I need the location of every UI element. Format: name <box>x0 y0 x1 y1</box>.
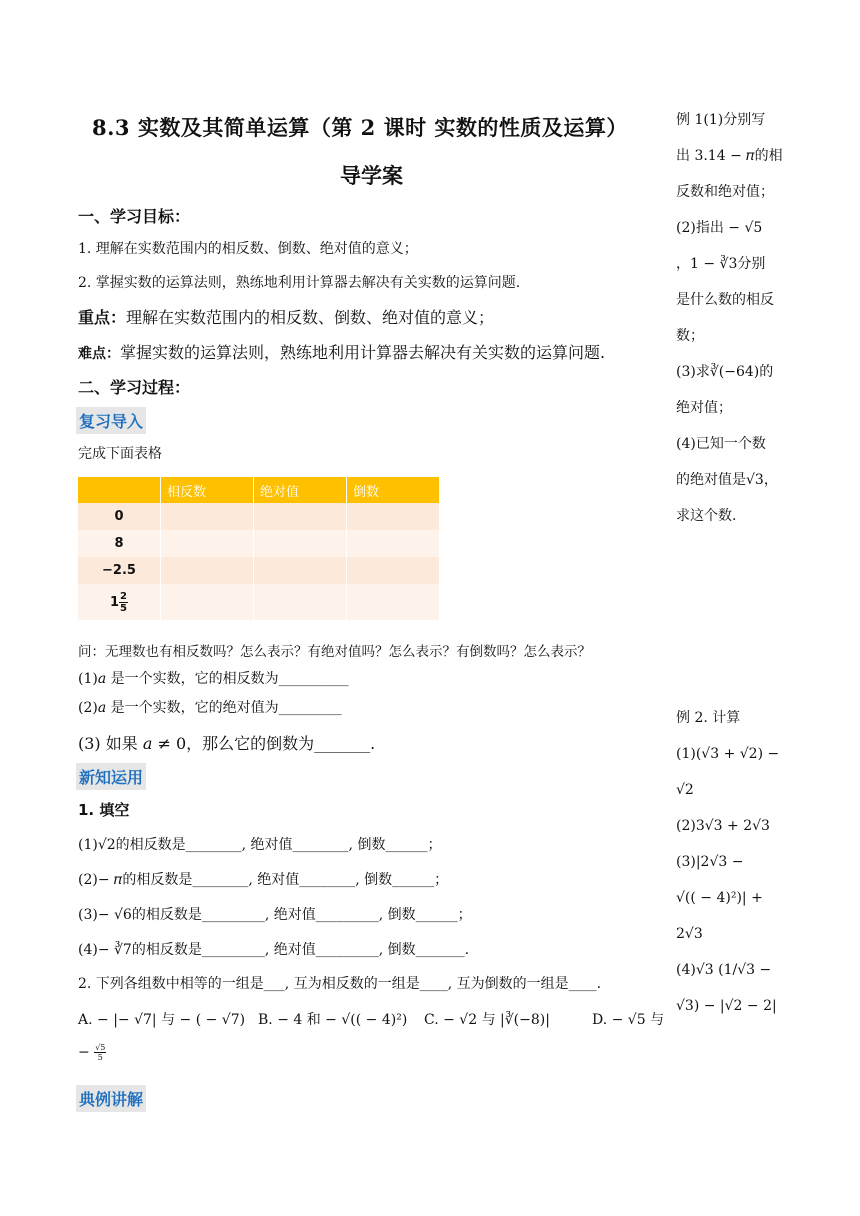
table-cell[interactable] <box>254 584 347 620</box>
goal-1: 1. 理解在实数范围内的相反数、倒数、绝对值的意义； <box>78 241 418 257</box>
sidebar-example-2 <box>676 700 796 1024</box>
table-row-label: 8 <box>78 530 161 557</box>
table-cell[interactable] <box>161 584 254 620</box>
sidebar-line: 绝对值； <box>676 400 732 416</box>
sidebar-line: 的绝对值是√3， <box>676 472 778 488</box>
table-row <box>78 557 439 584</box>
sidebar-line: 反数和绝对值； <box>676 184 774 200</box>
question-2-groups: 2. 下列各组数中相等的一组是___, 互为相反数的一组是____, 互为倒数的一组是____. <box>78 976 602 992</box>
option-d-numerator: √5 <box>95 1043 106 1052</box>
table-cell[interactable] <box>347 503 440 530</box>
sidebar-line: 出 3.14 − 𝜋的相 <box>676 148 783 164</box>
fill-item-1: (1)√2的相反数是________, 绝对值________, 倒数______； <box>78 837 442 853</box>
table-row-label: 0 <box>78 503 161 530</box>
title-line-1: 8.3 实数及其简单运算（第 2 课时 实数的性质及运算） <box>92 115 628 140</box>
key-point-label: 重点： <box>78 308 127 327</box>
table-row <box>78 530 439 557</box>
table-header-cell: 相反数 <box>161 477 254 503</box>
question-text: 问：无理数也有相反数吗？怎么表示？有绝对值吗？怎么表示？有倒数吗？怎么表示？ <box>78 644 591 660</box>
table-intro: 完成下面表格 <box>78 446 162 462</box>
option-d-denominator: 5 <box>97 1053 103 1062</box>
sidebar-line: (2)指出 − √5 <box>676 220 763 236</box>
option-c: C. − √2 与 |∛(−8)| <box>424 1012 550 1028</box>
table-cell[interactable] <box>161 530 254 557</box>
table-cell[interactable] <box>254 503 347 530</box>
tag-examples: 典例讲解 <box>76 1085 146 1112</box>
table-header-row <box>78 477 439 503</box>
sidebar-line: ，1 − ∛3分别 <box>676 256 766 272</box>
fill-item-3: (3)− √6的相反数是_________, 绝对值_________, 倒数______； <box>78 907 472 923</box>
option-d-sign: − <box>78 1044 90 1061</box>
difficulty-point <box>78 340 605 363</box>
fill-item-2: (2)− 𝜋的相反数是________, 绝对值________, 倒数______； <box>78 872 449 888</box>
table-header-cell: 绝对值 <box>254 477 347 503</box>
mixed-whole: 1 <box>109 594 120 610</box>
table-row-label-mixed <box>78 584 161 620</box>
table-cell[interactable] <box>347 557 440 584</box>
key-point-text: 理解在实数范围内的相反数、倒数、绝对值的意义； <box>126 308 495 327</box>
question-2: (2)𝑎 是一个实数，它的绝对值为_________ <box>78 700 342 716</box>
table-cell[interactable] <box>161 557 254 584</box>
mixed-denominator: 5 <box>120 602 127 614</box>
fill-item-4: (4)− ∛7的相反数是_________, 绝对值_________, 倒数_______. <box>78 942 470 958</box>
fill-heading: 1. 填空 <box>78 801 130 819</box>
sidebar-line: 数； <box>676 328 704 344</box>
question-3: (3) 如果 𝑎 ≠ 0，那么它的倒数为_______. <box>78 734 376 753</box>
sidebar-line: (3)|2√3 − <box>676 854 744 870</box>
sidebar-line: (3)求∛(−64)的 <box>676 364 774 380</box>
title-line-2: 导学案 <box>340 163 403 188</box>
option-d-continued <box>78 1043 106 1062</box>
option-d-fraction <box>94 1043 106 1062</box>
review-table <box>78 477 439 620</box>
option-b: B. − 4 和 − √(( − 4)²) <box>258 1012 408 1028</box>
sidebar-line: (1)(√3 + √2) − <box>676 746 780 762</box>
sidebar-line: √2 <box>676 782 694 798</box>
goal-2: 2. 掌握实数的运算法则，熟练地利用计算器去解决有关实数的运算问题. <box>78 275 521 291</box>
mixed-fraction <box>119 591 128 614</box>
tag-review: 复习导入 <box>76 407 146 434</box>
difficulty-text: 掌握实数的运算法则，熟练地利用计算器去解决有关实数的运算问题. <box>120 343 606 362</box>
sidebar-example-1 <box>676 102 796 534</box>
sidebar-line: 例 2. 计算 <box>676 710 741 726</box>
table-cell[interactable] <box>254 530 347 557</box>
table-cell[interactable] <box>161 503 254 530</box>
key-point <box>78 305 494 328</box>
sidebar-line: 求这个数. <box>676 508 737 524</box>
sidebar-line: (4)√3 (1/√3 − <box>676 962 772 978</box>
option-a: A. − |− √7| 与 − ( − √7) <box>78 1012 246 1028</box>
sidebar-line: √3) − |√2 − 2| <box>676 998 777 1014</box>
sidebar-line: 是什么数的相反 <box>676 292 774 308</box>
sidebar-line: 例 1(1)分别写 <box>676 112 766 128</box>
section-heading-process: 二、学习过程： <box>78 378 191 397</box>
table-row-label: −2.5 <box>78 557 161 584</box>
section-heading-goals: 一、学习目标： <box>78 207 191 226</box>
table-row <box>78 584 439 620</box>
sidebar-line: (4)已知一个数 <box>676 436 766 452</box>
table-cell[interactable] <box>254 557 347 584</box>
mixed-numerator: 2 <box>120 590 127 602</box>
difficulty-label: 难点： <box>78 346 120 362</box>
sidebar-line: 2√3 <box>676 926 703 942</box>
sidebar-line: √(( − 4)²)| + <box>676 890 763 906</box>
table-header-cell <box>78 477 161 503</box>
table-cell[interactable] <box>347 584 440 620</box>
table-cell[interactable] <box>347 530 440 557</box>
table-header-cell: 倒数 <box>347 477 440 503</box>
tag-new-knowledge: 新知运用 <box>76 763 146 790</box>
question-1: (1)𝑎 是一个实数，它的相反数为__________ <box>78 671 349 687</box>
sidebar-line: (2)3√3 + 2√3 <box>676 818 770 834</box>
table-row <box>78 503 439 530</box>
option-d: D. − √5 与 <box>592 1012 665 1028</box>
